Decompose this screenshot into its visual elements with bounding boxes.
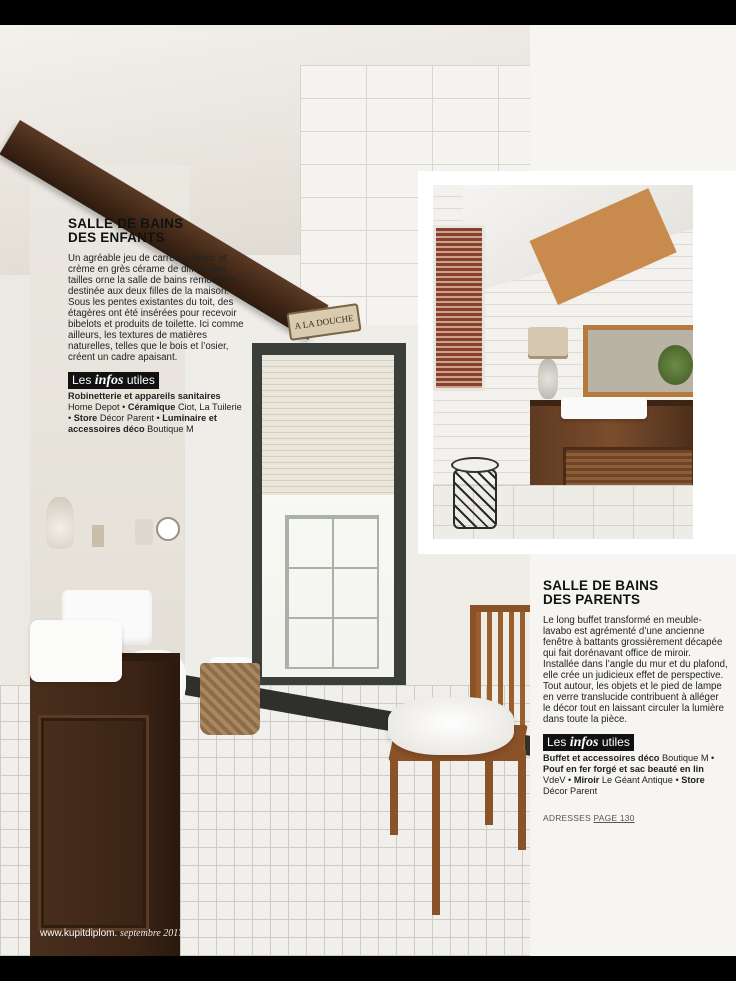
infos-prefix: Les: [72, 373, 95, 387]
jar: [135, 519, 153, 545]
parents-bathroom-body: Le long buffet transformé en meuble-lavabo est agrémenté d’une ancienne fenêtre à battants grossièrement décapée qui fait dorénavant office de miroir. Installée dans l’angle du mur et du plafond, elle crée un judicieux effet de perspective. Tout autour, les objets et le pied de lampe en verre translucide contribuent à alléger le décor tout en laissant circuler la lumière dans toute la pièce.: [543, 615, 728, 725]
heading-line: DES ENFANTS: [68, 230, 165, 245]
infos-suffix: utiles: [598, 735, 630, 749]
chair-leg: [485, 755, 493, 825]
credit-label: Store: [73, 413, 98, 423]
infos-prefix: Les: [547, 735, 570, 749]
credit-source: VdeV •: [543, 775, 574, 785]
parents-bathroom-photo: [433, 185, 693, 539]
address-page-link[interactable]: PAGE 130: [593, 813, 635, 823]
lamp-shade: [528, 327, 568, 359]
infos-em: infos: [94, 373, 124, 388]
pillow: [388, 697, 514, 755]
credit-label: Céramique: [127, 402, 176, 412]
bottom-black-bar: [0, 956, 736, 981]
infos-suffix: utiles: [123, 373, 155, 387]
parents-bathroom-heading: [543, 579, 728, 607]
kids-bathroom-credits: [68, 391, 246, 435]
iron-stool: [453, 469, 497, 529]
kids-bathroom-text: [68, 217, 246, 435]
credit-source: Boutique M •: [659, 753, 715, 763]
window-muntins: [285, 515, 379, 669]
diffuser: [92, 525, 104, 547]
vessel-sink: [561, 397, 647, 419]
infos-em: infos: [569, 735, 599, 750]
douche-sign: A LA DOUCHE: [286, 303, 361, 341]
wicker-basket: [200, 663, 260, 735]
credit-label: Luminaire et accessoires déco: [68, 413, 217, 434]
heading-line: SALLE DE BAINS: [68, 216, 184, 231]
footer-url[interactable]: www.kupitdiplom.: [40, 928, 118, 939]
kids-bathroom-heading: [68, 217, 246, 245]
credit-source: Décor Parent •: [97, 413, 163, 423]
kids-bathroom-body: Un agréable jeu de carreaux blanc et crème en grès cérame de différentes tailles orne la salle de bains remodelée, destinée aux deux filles de la maison. Sous les pentes existantes du toit, des étagères ont été insérées pour recevoir bibelots et produits de toilette. Ici comme ailleurs, les textures de matières naturelles, telles que le bois et l’osier, créent un cadre apaisant.: [68, 253, 244, 363]
roman-blind: [262, 355, 394, 495]
credit-source: Boutique M: [144, 424, 194, 434]
chair-leg: [390, 755, 398, 835]
credit-label: Pouf en fer forgé et sac beauté en lin: [543, 764, 704, 774]
plant: [658, 345, 693, 385]
address-label: ADRESSES: [543, 813, 594, 823]
clock: [156, 517, 180, 541]
credit-source: Home Depot •: [68, 402, 128, 412]
credit-source: Ciot, La Tuilerie •: [68, 402, 242, 423]
address-reference: [543, 813, 728, 823]
stool-cushion: [451, 457, 499, 473]
footer-date: septembre 2017: [120, 928, 184, 939]
page-footer: [40, 928, 183, 939]
vase: [46, 497, 74, 549]
parents-bathroom-text: [543, 579, 728, 823]
parents-bathroom-credits: [543, 753, 728, 797]
window-with-blind: [433, 225, 485, 391]
chair-leg: [432, 760, 440, 915]
heading-line: DES PARENTS: [543, 592, 641, 607]
credit-source: Le Géant Antique •: [599, 775, 682, 785]
credit-label: Store: [681, 775, 705, 785]
infos-utiles-badge: [68, 372, 159, 389]
sink: [30, 620, 122, 682]
glass-lamp-base: [538, 359, 558, 399]
infos-utiles-badge: [543, 734, 634, 751]
chair-leg: [518, 750, 526, 850]
magazine-page: [0, 25, 736, 956]
credit-label: Miroir: [573, 775, 600, 785]
heading-line: SALLE DE BAINS: [543, 578, 659, 593]
vanity-door: [38, 715, 149, 931]
credit-source: Décor Parent: [543, 786, 598, 796]
credit-label: Buffet et accessoires déco: [543, 753, 660, 763]
credit-label: Robinetterie et appareils sanitaires: [68, 391, 221, 401]
